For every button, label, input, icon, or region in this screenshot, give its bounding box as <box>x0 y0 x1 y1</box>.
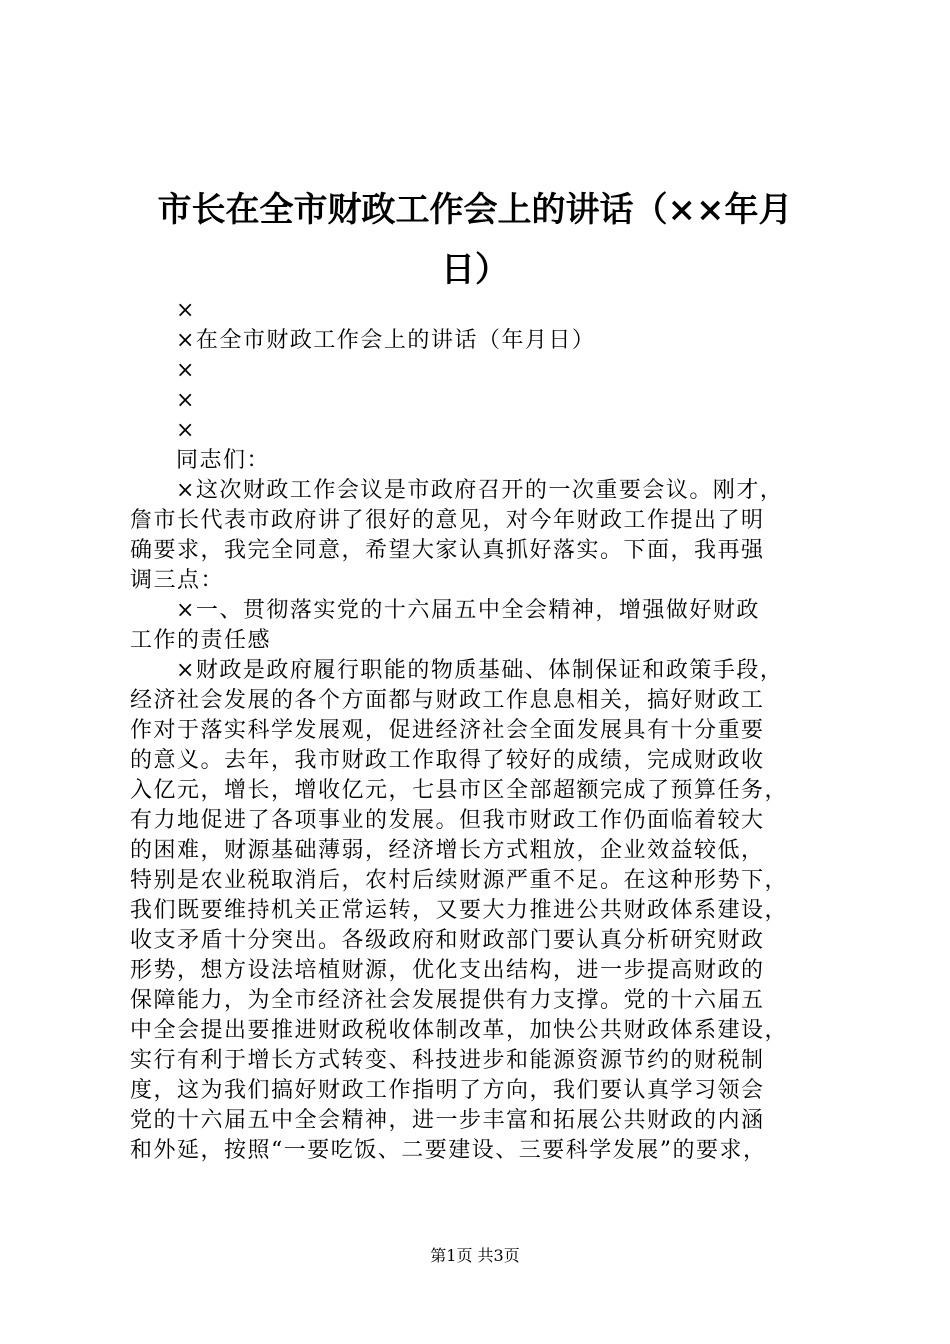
page-footer: 第1页 共3页 <box>430 1246 520 1265</box>
text-line: 工作的责任感 <box>130 628 272 653</box>
text-line: 确要求，我完全同意，希望大家认真抓好落实。下面，我再强 <box>130 538 765 563</box>
text-line: 度，这为我们搞好财政工作指明了方向，我们要认真学习领会 <box>130 1078 765 1103</box>
text-line: ×这次财政工作会议是市政府召开的一次重要会议。刚才， <box>176 478 784 503</box>
text-line: 特别是农业税取消后，农村后续财源严重不足。在这种形势下， <box>130 868 789 893</box>
text-line: 同志们： <box>176 448 271 473</box>
text-line: ×财政是政府履行职能的物质基础、体制保证和政策手段， <box>176 658 784 683</box>
text-line: × <box>176 298 196 323</box>
text-line: 詹市长代表市政府讲了很好的意见，对今年财政工作提出了明 <box>130 508 765 533</box>
text-line: 有力地促进了各项事业的发展。但我市财政工作仍面临着较大 <box>130 808 765 833</box>
text-line: ×在全市财政工作会上的讲话（年月日） <box>176 328 596 353</box>
text-line: 入亿元，增长，增收亿元，七县市区全部超额完成了预算任务， <box>130 778 789 803</box>
title-line-1: 市长在全市财政工作会上的讲话（××年月 <box>157 190 793 230</box>
text-line: 保障能力，为全市经济社会发展提供有力支撑。党的十六届五 <box>130 988 765 1013</box>
document-title <box>120 180 830 300</box>
text-line: 调三点： <box>130 568 225 593</box>
text-line: 的意义。去年，我市财政工作取得了较好的成绩，完成财政收 <box>130 748 765 773</box>
text-line: 的困难，财源基础薄弱，经济增长方式粗放，企业效益较低， <box>130 838 765 863</box>
document-body <box>130 296 830 1166</box>
text-line: 实行有利于增长方式转变、科技进步和能源资源节约的财税制 <box>130 1048 765 1073</box>
text-line: 形势，想方设法培植财源，优化支出结构，进一步提高财政的 <box>130 958 765 983</box>
text-line: 和外延，按照“一要吃饭、二要建设、三要科学发展”的要求， <box>130 1138 767 1163</box>
text-line: × <box>176 388 196 413</box>
text-line: 经济社会发展的各个方面都与财政工作息息相关，搞好财政工 <box>130 688 765 713</box>
text-line: 中全会提出要推进财政税收体制改革，加快公共财政体系建设， <box>130 1018 789 1043</box>
text-line: ×一、贯彻落实党的十六届五中全会精神，增强做好财政 <box>176 598 760 623</box>
text-line: 党的十六届五中全会精神，进一步丰富和拓展公共财政的内涵 <box>130 1108 765 1133</box>
text-line: × <box>176 418 196 443</box>
text-line: 收支矛盾十分突出。各级政府和财政部门要认真分析研究财政 <box>130 928 765 953</box>
text-line: × <box>176 358 196 383</box>
title-line-2: 日） <box>441 250 509 290</box>
text-line: 作对于落实科学发展观，促进经济社会全面发展具有十分重要 <box>130 718 765 743</box>
text-line: 我们既要维持机关正常运转，又要大力推进公共财政体系建设， <box>130 898 789 923</box>
